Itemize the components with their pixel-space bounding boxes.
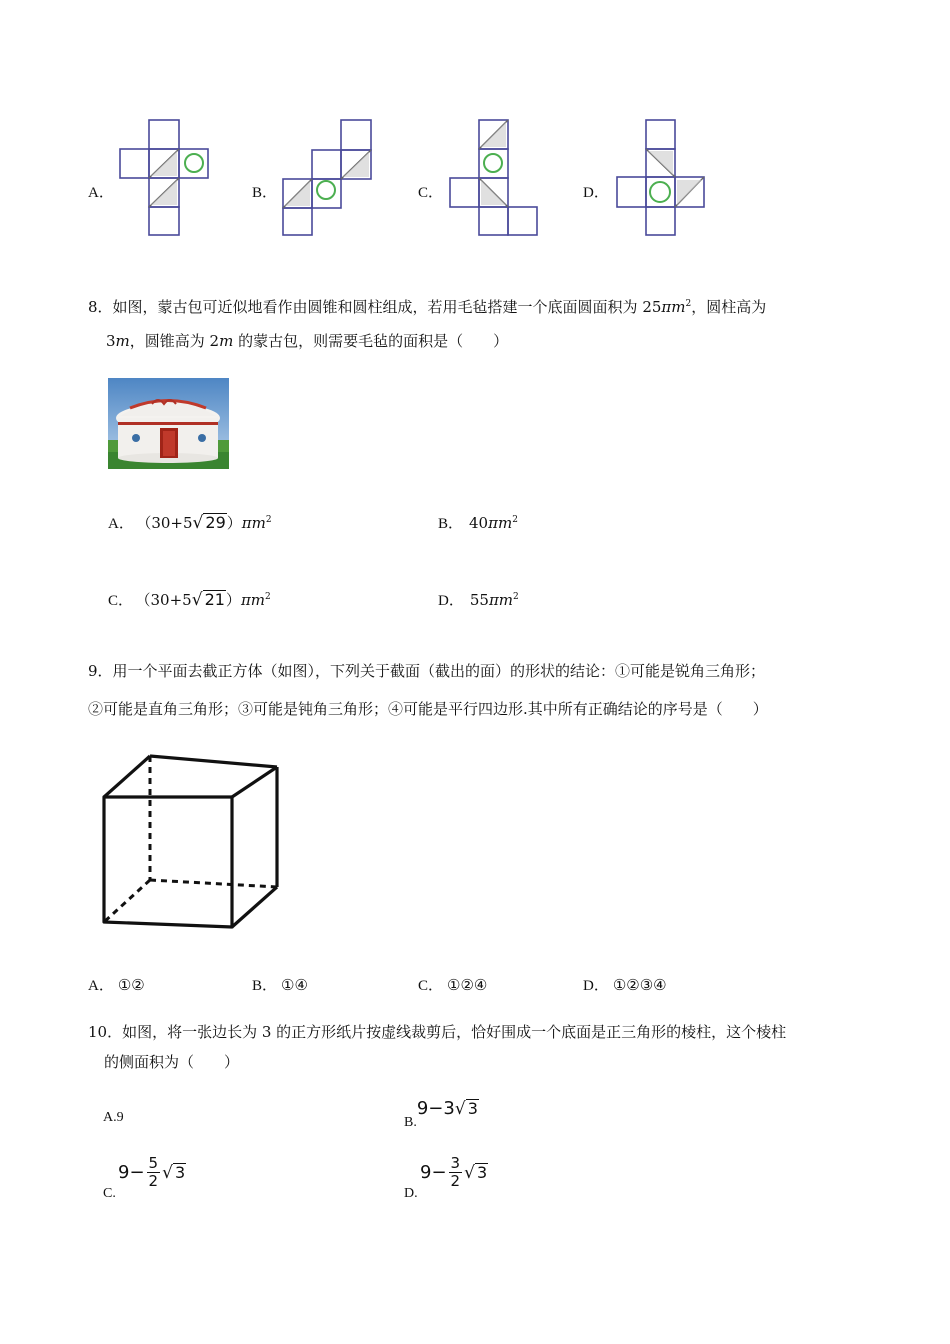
q7-option-d-letter[interactable]: D． — [583, 185, 609, 201]
cube-net-b-icon — [281, 118, 376, 238]
sqrt-29: √ 29 — [192, 513, 226, 533]
q8-option-a[interactable]: A． （30+5√ $29)\pi m^2$ — [108, 513, 272, 533]
q8-option-c[interactable]: C． （30+5√ $21)\pi m^2$ — [108, 590, 271, 610]
q10-option-c-letter[interactable]: C. — [103, 1186, 116, 1201]
sqrt-3: √ 3 — [162, 1162, 186, 1183]
yurt-photo-icon — [108, 378, 229, 469]
q8-stem-line1: 8．如图，蒙古包可近似地看作由圆锥和圆柱组成，若用毛毡搭建一个底面圆面积为 $25\pi m^2$，圆柱高为 — [88, 298, 767, 316]
q9-option-c[interactable]: C． ①②④ — [418, 976, 488, 994]
sqrt-21: √ 21 — [191, 590, 225, 610]
fraction-3-2: $\frac{3}{2}$ — [450, 1154, 461, 1190]
q8-option-b[interactable]: B． $40\pi m^2$ — [438, 514, 518, 532]
q7-option-c-letter[interactable]: C． — [418, 185, 444, 201]
fraction-5-2: $\frac{5}{2}$ — [148, 1154, 159, 1190]
q10-option-b[interactable]: B.9−3√ 3 — [404, 1098, 478, 1130]
q9-option-b[interactable]: B． ①④ — [252, 976, 308, 994]
cube-net-a-icon — [118, 118, 213, 238]
cube-net-d-icon — [614, 118, 709, 238]
q10-option-d-expr[interactable]: 9− $\frac{3}{2}$ √ 3 — [420, 1154, 488, 1190]
q9-option-d[interactable]: D． ①②③④ — [583, 976, 667, 994]
q10-option-d-letter[interactable]: D. — [404, 1186, 418, 1201]
q9-stem-line2: ②可能是直角三角形；③可能是钝角三角形；④可能是平行四边形.其中所有正确结论的序号是（ ） — [88, 700, 768, 718]
q9-stem-line1: 9．用一个平面去截正方体（如图），下列关于截面（截出的面）的形状的结论：①可能是锐角三角形； — [88, 662, 766, 680]
sqrt-3: √ 3 — [464, 1162, 488, 1183]
cube-drawing-icon — [100, 752, 285, 932]
q8-stem-line2: 3m，圆锥高为 2m 的蒙古包，则需要毛毡的面积是（ ） — [106, 332, 509, 350]
q10-stem-line1: 10．如图，将一张边长为 3 的正方形纸片按虚线裁剪后，恰好围成一个底面是正三角形的棱柱，这个棱柱 — [88, 1023, 787, 1041]
q9-option-a[interactable]: A． ①② — [88, 976, 145, 994]
q8-option-d[interactable]: D． $55\pi m^2$ — [438, 591, 519, 609]
q10-option-a[interactable]: A.9 — [103, 1110, 124, 1125]
q7-option-b-letter[interactable]: B． — [252, 185, 278, 201]
cube-net-c-icon — [448, 118, 543, 238]
q10-option-c-expr[interactable]: 9− $\frac{5}{2}$ √ 3 — [118, 1154, 186, 1190]
q10-stem-line2: 的侧面积为（ ） — [104, 1053, 240, 1071]
q7-option-a-letter[interactable]: A． — [88, 185, 114, 201]
sqrt-3: √ 3 — [454, 1099, 478, 1119]
